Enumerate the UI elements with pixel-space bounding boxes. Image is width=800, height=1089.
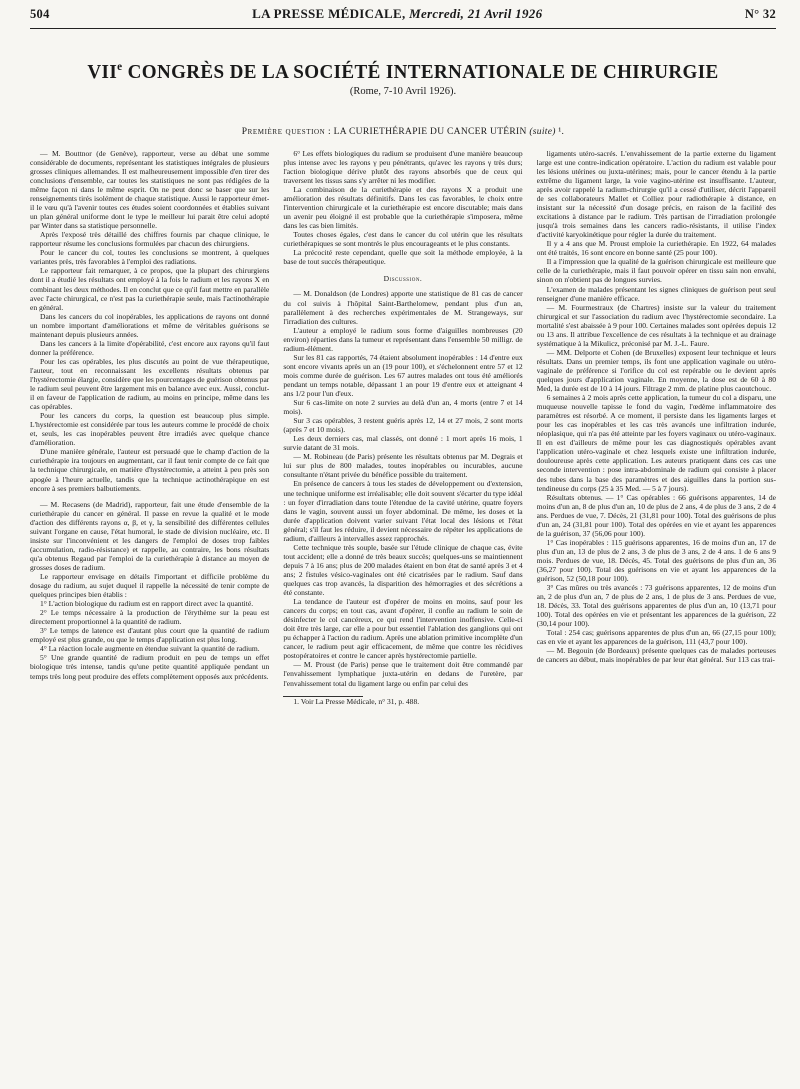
paragraph: Sur 6 cas-limite on note 2 survies au delà d'un an, 4 morts (entre 7 et 14 mois). [283,398,523,417]
paragraph: Pour les cas opérables, les plus discutés au point de vue thérapeutique, l'auteur, tout en reconnaissant les excellents résultats obtenus par l'hystérectomie élargie, considère que les pourcentages de guérison obtenus par le radium seul peuvent être largement mis en balance avec eux. Aussi, conclut-il en faveur de l'application de radium, au moins en principe, même dans les cas opérables. [30,356,270,412]
paragraph: Cette technique très souple, basée sur l'étude clinique de chaque cas, évite tout accident; elle a donné de très beaux succès; quelques-uns se maintiennent depuis 7 à 16 ans; plus de 200 malades étaient en bon état de santé après 3 et 4 ans; 2 fistules vésico-vaginales ont été cicatrisées par le radium. Sauf dans quelques cas trop avancés, la disparition des hémorragies et des sécrétions a été constante. [283,542,523,598]
paragraph: Le rapporteur fait remarquer, à ce propos, que la plupart des chirurgiens dont il a étudié les résultats ont employé à la fois le radium et les rayons X en combinant les deux méthodes. Il en conclut que ce qu'il faut mettre en parallèle avec l'acte chirurgical, ce n'est pas la curiethérapie seule, mais l'actinothérapie en général. [30,266,270,312]
paragraph: Le rapporteur envisage en détails l'important et difficile problème du dosage du radium, au sujet duquel il rappelle la nécessité de tenir compte de quelques principes bien établis : [30,571,270,600]
header-rule [30,28,776,29]
column-2 [283,149,522,1089]
paragraph: Il y a 4 ans que M. Proust emploie la curiethérapie. En 1922, 64 malades ont été traités, 16 sont encore en bonne santé (25 pour 100). [536,239,776,258]
paragraph: 2° Le temps nécessaire à la production de l'érythème sur la peau est directement proportionnel à la quantité de radium. [30,608,270,627]
paragraph: La combinaison de la curiethérapie et des rayons X a produit une amélioration des résultats définitifs. Dans les cas favorables, le choix entre l'intervention chirurgicale et la curiethérapie est encore discutable; mais dans un avenir peu éloigné il est probable que la curiethérapie s'imposera, même dans les cas bien limités. [283,185,523,231]
paragraph: — M. Donaldson (de Londres) apporte une statistique de 81 cas de cancer du col suivis à l'hôpital Saint-Barthelomew, pendant plus d'un an, parallèlement à des recherches expérimentales de M. Strangeways, sur l'irradiation des cultures. [283,289,523,326]
paragraph: 1° Cas inopérables : 115 guérisons apparentes, 16 de moins d'un an, 17 de plus d'un an, 13 de plus de 2 ans, 3 de plus de 3 ans, 2 de 4 ans. 1 de 6 ans 9 mois. Perdues de vue, 18. Décès, 45. Total des guérisons de plus d'un an, 36 (36,27 pour 100). Total des guérisons en vie et ayant les apparences de la guérison, 52 (50,18 pour 100). [536,537,776,584]
article-subtitle: (Rome, 7-10 Avril 1926). [349,85,457,97]
paragraph: — M. Proust (de Paris) pense que le traitement doit être commandé par l'envahissement lymphatique juxta-utérin en dedans de l'uretère, par l'envahissement total du ligament large ou enfin par celui des [283,660,523,688]
paragraph: L'examen de malades présentant les signes cliniques de guérison peut seul renseigner d'une manière efficace. [536,284,776,303]
paragraph: — M. Recasens (de Madrid), rapporteur, fait une étude d'ensemble de la curiethérapie du cancer en général. Il passe en revue la qualité et le mode d'action des différents rayons α, β, et γ, la sensibilité des différentes cellules suivant l'organe en cause, l'état humoral, le stade de division nucléaire, etc. Il insiste sur l'inconvénient et les dangers de l'emploi de doses trop faibles (accumulation, radio-résistance) et rappelle, au contraire, les bons résultats qu'a obtenus Regaud par l'emploi de la curiethérapie à distance au moyen de grosses doses de radium. [30,499,270,572]
paragraph: L'auteur a employé le radium sous forme d'aiguilles nombreuses (20 environ) réparties dans la tumeur et représentant dans l'ensemble 50 milligr. de radium-élément. [283,325,523,353]
paragraph: Il a l'impression que la qualité de la guérison chirurgicale est meilleure que celle de la curiethérapie, mais il faut pouvoir opérer en tissu sain non envahi, sinon on n'obtient pas de longues survies. [536,257,776,285]
paragraph: 4° La réaction locale augmente en étendue suivant la quantité de radium. [40,644,260,654]
paragraph: — M. Bouttnor (de Genève), rapporteur, verse au débat une somme considérable de documents, représentant les statistiques intégrales de plusieurs grosses cliniques allemandes. Il est malheureusement impossible d'en tirer des conclusions d'ensemble, car toutes les statistiques ne sont pas rédigées de la même façon ni dans le même esprit. On ne peut donc se baser que sur les renseignements tirés isolément de chaque statistique. Aussi le rapporteur émet-il le vœu qu'à l'avenir toutes ces études soient coordonnées et établies suivant un plan général uniforme dont le type le meilleur lui parait être celui adopté par Winter dans sa statistique personnelle. [30,148,270,231]
paragraph: 6 semaines à 2 mois après cette application, la tumeur du col a disparu, une muqueuse nouvelle tapisse le fond du vagin, l'œdème inflammatoire des paramètres est résorbé. A ce moment, il persiste dans les ligaments larges et pour les cas inopérables et les cas très avancés une infiltration indurée, néoplasique, qui n'a pas été atteinte par les foyers vaginaux ou utéro-vaginaux. Il en est d'ailleurs de même pour les cas diagnostiqués opérables avant l'application utéro-vaginale et chez lesquels existe une infiltration indurée, douloureuse après cette application. Les auteurs pratiquent dans ces cas une seconde intervention : pose intra-abdominale de radium qui consiste à placer des tubes dans la base des paramètres et des aiguilles dans la portion sus-tendineuse du corps (25 à 35 Med. — 5 à 7 jours). [536,393,776,493]
paragraph: Total : 254 cas; guérisons apparentes de plus d'un an, 66 (27,15 pour 100); cas en vie et ayant les apparences de la guérison, 111 (43,7 pour 100). [536,628,776,647]
paragraph: 3° Le temps de latence est d'autant plus court que la quantité de radium employé est plus grande, ou que le temps d'application est plus long. [30,626,270,645]
paragraph: La tendance de l'auteur est d'opérer de moins en moins, sauf pour les cancers du corps; en tout cas, avant d'opérer, il confie au radium le soin de désinfecter le col cancéreux, ce qui rend l'intervention inoffensive. Celle-ci doit être très large, car elle a pour but essentiel l'ablation des ganglions qui ont pu échapper à l'action du radium. Après une ablation primitive incomplète d'un cancer, le radium peut agir efficacement, de même que contre les récidives postopératoires et contre le cancer après hystérectomie partielle. [283,597,523,661]
paragraph: 6° Les effets biologiques du radium se produisent d'une manière beaucoup plus intense avec les rayons γ peu pénétrants, qu'avec les rayons γ très durs; l'action biologique dérive plutôt des rayons absorbés que de ceux qui traversent les tissus sans s'y arrêter ni les modifier. [283,148,523,185]
column-3 [537,149,776,1089]
paragraph: 1° L'action biologique du radium est en rapport direct avec la quantité. [40,599,254,609]
journal-title: LA PRESSE MÉDICALE, Mercredi, 21 Avril 1926 [252,6,543,21]
paragraph: Toutes choses égales, c'est dans le cancer du col utérin que les résultats curiethérapiques se sont montrés le plus encourageants et le plus constants. [283,230,523,249]
paragraph: Résultats obtenus. — 1° Cas opérables : 66 guérisons apparentes, 14 de moins d'un an, 8 de plus d'un an, 10 de plus de 2 ans, 4 de plus de 3 ans, 2 de 4 ans. Perdues de vue, 7. Décès, 21 (31,81 pour 100). Total des guérisons de plus d'un an, 24 (31,81 pour 100). Total des opérées en vie et ayant les apparences de la guérison, 37 (56,06 pour 100). [536,492,776,538]
paragraph: ligaments utéro-sacrés. L'envahissement de la partie externe du ligament large est une contre-indication opératoire. L'action du radium est valable pour les lésions utérines ou juxta-utérines; mais, pour le cancer étendu à la partie extrême du ligament large, la voie vagino-utérine est insuffisante. L'auteur, après avoir rappelé la radium-chirurgie qu'il a cessé d'utiliser, décrit l'appareil de ses collaborateurs Mallet et Colliez pour radiothérapie à distance, en insistant sur la nécessité d'un dosage précis, en raison de la facilité des excitations à distance par le radium. Très partisan de l'irradiation prolongée jusqu'à trois semaines dans les cancers radio-résistants, il utilise l'index d'activité karyokinétique pour régler la durée du traitement. [536,148,776,240]
page-number: 504 [30,7,50,21]
question-heading: Première question : LA CURIETHÉRAPIE DU CANCER UTÉRIN (suite) ¹. [241,126,565,137]
paragraph: — M. Begouin (de Bordeaux) présente quelques cas de malades porteuses de cancers au début, mais inopérables de par leur état général. Sur 113 cas trai- [536,646,776,665]
paragraph: 3° Cas mûres ou très avancés : 73 guérisons apparentes, 12 de moins d'un an, 2 de plus d'un an, 7 de plus de 2 ans, 1 de plus de 3 ans. Perdues de vue, 18. Décès, 33. Total des guérisons apparentes de plus d'un an, 10 (13,71 pour 100). Total des opérées en vie et présentant les apparences de la guérison, 22 (30,14 pour 100). [536,583,776,629]
article-title: VIIe CONGRÈS DE LA SOCIÉTÉ INTERNATIONALE DE CHIRURGIE [87,59,719,83]
issue-number: N° 32 [744,7,776,21]
paragraph: Dans les cancers à la limite d'opérabilité, c'est encore aux rayons qu'il faut donner la préférence. [30,338,270,357]
paragraph: Pour les cancers du corps, la question est beaucoup plus simple. L'hystérectomie est considérée par tous les auteurs comme le procédé de choix et, seuls, les cas inopérables peuvent être irradiés avec quelque chance d'amélioration. [30,411,270,448]
column-1 [30,149,269,1089]
paragraph: — M. Fourmestraux (de Chartres) insiste sur la valeur du traitement chirurgical et sur l'association du radium avec l'hystérectomie secondaire. La mortalité s'est abaissée à 9 pour 100. Certaines malades sont opérées depuis 12 ou 13 ans. Il attribue l'excellence de ces résultats à la technique et au drainage systématique à la Mikulicz, préconisé par M. J.-L. Faure. [536,302,776,348]
paragraph: — M. Robineau (de Paris) présente les résultats obtenus par M. Degrais et lui sur plus de 800 malades, toutes inopérables ou incurables, aucune consultante n'étant privée du bénéfice possible du traitement. [283,452,523,480]
paragraph: Sur les 81 cas rapportés, 74 étaient absolument inopérables : 14 d'entre eux sont encore vivants après un an (19 pour 100), et s'échelonnent entre 57 et 12 mois comme durée de guérison. Les 67 autres malades ont tous été améliorés pendant un temps notable, dépassant 1 an pour 19 d'entre eux et atteignant 4 ans 1/2 pour l'un d'eux. [283,352,523,398]
paragraph: D'une manière générale, l'auteur est persuadé que le champ d'action de la curiethérapie ira toujours en augmentant, car il faut tenir compte de ce fait que la technique chirurgicale, en matière d'hystérectomie, a atteint à peu près son apogée à l'heure actuelle, tandis que la technique actinothérapique en est encore à ses premiers balbutiements. [30,447,270,493]
paragraph: Après l'exposé très détaillé des chiffres fournis par chaque clinique, le rapporteur résume les conclusions formulées par chacun des chirurgiens. [30,230,270,249]
paragraph: Pour le cancer du col, toutes les conclusions se montrent, à quelques variantes près, très favorables à l'emploi des radiations. [30,248,270,267]
footnote: 1. Voir La Presse Médicale, n° 31, p. 488. [293,696,420,706]
page-header [30,6,776,26]
text-columns [30,149,776,1089]
paragraph: 5° Une grande quantité de radium produit en peu de temps un effet biologique très intense, tandis qu'une petite quantité appliquée pendant un temps très long peut produire des effets complètement opposés aux précédents. [30,653,270,681]
paragraph: Dans les cancers du col inopérables, les applications de rayons ont donné un nombre important d'améliorations et même de véritables guérisons se maintenant depuis plusieurs années. [30,311,270,339]
paragraph: En présence de cancers à tous les stades de développement ou d'extension, une technique uniforme est irréalisable; elle doit souvent s'écarter du type idéal : un foyer d'irradiation dans toute l'étendue de la cavité utérine, quatre foyers dans le vagin, souvent aussi un foyer abdominal. De même, les doses et la durée d'application doivent varier suivant l'état local des lésions et l'état général; s'il faut les réduire, il devient nécessaire de répéter les applications de radium, d'ailleurs à intervalles assez rapprochés. [283,479,523,543]
paragraph: La précocité reste cependant, quelle que soit la méthode employée, à la base de tout succès thérapeutique. [283,248,523,267]
paragraph: — MM. Delporte et Cohen (de Bruxelles) exposent leur technique et leurs résultats. Dans un premier temps, ils font une application vaginale ou utéro-vaginale de préférence si l'orifice du col est repérable ou le devient après quelques jours d'application vaginale. En moyenne, la dose est de 60 à 80 Med, la durée est de 10 à 14 jours. Filtrage 2 mm. de platine plus caoutchouc. [536,347,776,394]
paragraph: Sur 3 cas opérables, 3 restent guéris après 12, 14 et 27 mois, 2 sont morts (après 7 et 10 mois). [283,416,523,435]
issue-date: Mercredi, 21 Avril 1926 [409,6,543,21]
paragraph: Les deux derniers cas, mal classés, ont donné : 1 mort après 16 mois, 1 survie datant de 31 mois. [283,434,523,453]
discussion-heading: Discussion. [383,274,423,284]
